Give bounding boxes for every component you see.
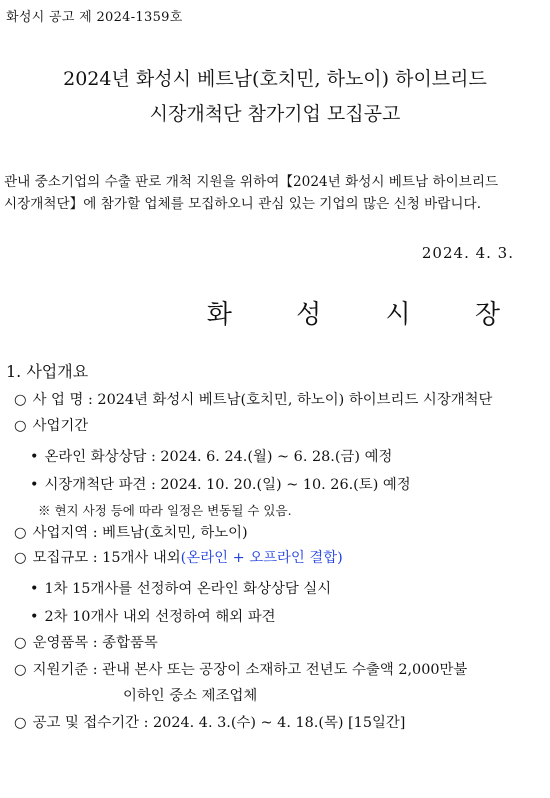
sub-item-first-round	[30, 577, 331, 598]
dot-bullet-icon: •	[30, 449, 39, 465]
list-item-criteria	[14, 658, 467, 679]
circle-bullet-icon: ○	[14, 715, 27, 731]
circle-bullet-icon: ○	[14, 550, 27, 566]
application-period-text: 공고 및 접수기간 : 2024. 4. 3.(수) ~ 4. 18.(목) [15일간]	[32, 715, 406, 731]
dot-bullet-icon: •	[30, 581, 39, 597]
list-item-business-name	[14, 388, 492, 409]
list-item-period	[14, 414, 88, 435]
business-name-text: 사 업 명 : 2024년 화성시 베트남(호치민, 하노이) 하이브리드 시장개척단	[32, 392, 493, 408]
circle-bullet-icon: ○	[14, 662, 27, 678]
notice-date: 2024. 4. 3.	[421, 244, 514, 262]
scale-text: 모집규모 : 15개사 내외	[32, 550, 181, 566]
second-round-text: 2차 10개사 내외 선정하여 해외 파견	[44, 609, 276, 625]
sub-item-second-round	[30, 605, 276, 626]
period-label: 사업기간	[32, 418, 89, 434]
dot-bullet-icon: •	[30, 477, 39, 493]
intro-line-2: 시장개척단】에 참가할 업체를 모집하오니 관심 있는 기업의 많은 신청 바랍니다.	[4, 196, 482, 212]
products-text: 운영품목 : 종합품목	[32, 635, 158, 651]
online-schedule-text: 온라인 화상상담 : 2024. 6. 24.(월) ~ 6. 28.(금) 예정	[44, 449, 393, 465]
section-heading: 1. 사업개요	[6, 362, 89, 381]
first-round-text: 1차 15개사를 선정하여 온라인 화상상담 실시	[44, 581, 332, 597]
sub-item-dispatch	[30, 473, 411, 494]
list-item-products	[14, 631, 158, 652]
issuer-name: 화 성 시 장	[206, 300, 528, 330]
notice-number: 화성시 공고 제 2024-1359호	[6, 10, 183, 25]
circle-bullet-icon: ○	[14, 392, 27, 408]
criteria-text-line-2: 이하인 중소 제조업체	[123, 688, 258, 704]
circle-bullet-icon: ○	[14, 418, 27, 434]
title-line-1: 2024년 화성시 베트남(호치민, 하노이) 하이브리드	[63, 68, 487, 90]
circle-bullet-icon: ○	[14, 525, 27, 541]
scale-highlight-text: (온라인 + 오프라인 결합)	[180, 550, 343, 566]
schedule-note: ※ 현지 사정 등에 따라 일정은 변동될 수 있음.	[38, 503, 292, 518]
dispatch-schedule-text: 시장개척단 파견 : 2024. 10. 20.(일) ~ 10. 26.(토) 예정	[44, 477, 411, 493]
circle-bullet-icon: ○	[14, 635, 27, 651]
region-text: 사업지역 : 베트남(호치민, 하노이)	[32, 525, 248, 541]
list-item-scale	[14, 546, 343, 567]
intro-line-1: 관내 중소기업의 수출 판로 개척 지원을 위하여【2024년 화성시 베트남 하이브리드	[4, 174, 499, 190]
list-item-region	[14, 521, 248, 542]
title-line-2: 시장개척단 참가기업 모집공고	[149, 103, 401, 125]
list-item-application-period	[14, 711, 405, 732]
dot-bullet-icon: •	[30, 609, 39, 625]
criteria-text-line-1: 지원기준 : 관내 본사 또는 공장이 소재하고 전년도 수출액 2,000만불	[32, 662, 468, 678]
sub-item-online	[30, 445, 392, 466]
